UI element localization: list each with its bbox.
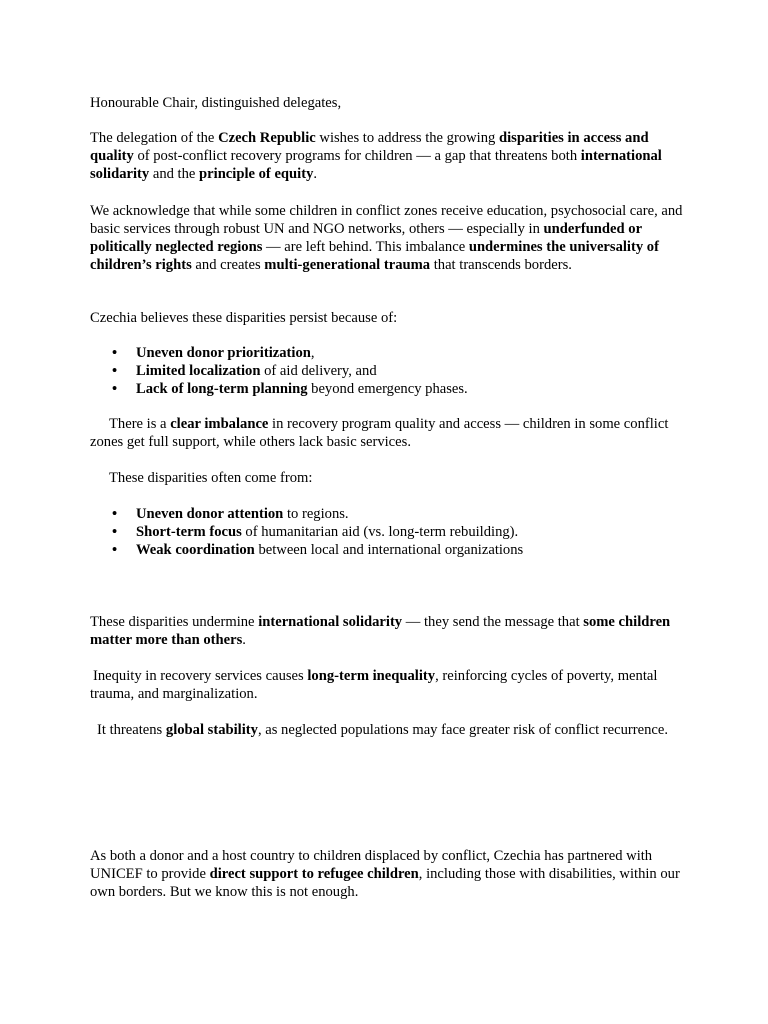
text: beyond emergency phases. <box>307 381 468 397</box>
bold-text: Weak coordination <box>136 542 255 558</box>
text: It threatens <box>97 722 166 738</box>
text: As both a donor and a host country to children displaced by conflict, Czechia has partnered with UNICEF to provide <box>90 848 653 882</box>
paragraph-causes-intro: Czechia believes these disparities persist because of: <box>90 310 398 326</box>
text: The delegation of the <box>90 130 219 146</box>
bold-text: Uneven donor prioritization <box>136 345 311 361</box>
greeting: Honourable Chair, distinguished delegates, <box>90 95 342 111</box>
list-item <box>90 380 690 398</box>
text: of post-conflict recovery programs for children — a gap that threatens both <box>133 148 581 164</box>
bold-text: direct support to refugee children <box>209 866 419 882</box>
bold-text: some children matter more than others <box>90 614 671 648</box>
bold-text: multi-generational trauma <box>264 257 431 273</box>
bold-text: international solidarity <box>258 614 403 630</box>
text: , reinforcing cycles of poverty, mental trauma, and marginalization. <box>90 668 658 702</box>
text: Inequity in recovery services causes <box>93 668 308 684</box>
text: to regions. <box>283 506 349 522</box>
bold-text: disparities in access and quality <box>90 130 649 164</box>
paragraph-solidarity <box>90 613 690 649</box>
text: , including those with disabilities, within our own borders. But we know this is not enough. <box>90 866 680 900</box>
text: These disparities undermine <box>90 614 259 630</box>
bold-text: principle of equity <box>199 166 314 182</box>
text: wishes to address the growing <box>315 130 499 146</box>
list-item <box>90 523 690 541</box>
paragraph-sources-intro: These disparities often come from: <box>109 470 313 486</box>
text: and creates <box>191 257 265 273</box>
paragraph-unicef-partnership <box>90 847 690 901</box>
bold-text: clear imbalance <box>170 416 269 432</box>
bold-text: undermines the universality of children’s rights <box>90 239 659 273</box>
text: of aid delivery, and <box>260 363 377 379</box>
paragraph-delegation-intro <box>90 129 690 183</box>
text: — they send the message that <box>402 614 584 630</box>
bullet-list-sources <box>90 505 690 559</box>
list-item <box>90 505 690 523</box>
bold-text: Czech Republic <box>218 130 316 146</box>
text: in recovery program quality and access — children in some conflict zones get full support, while others lack basic services. <box>90 416 669 450</box>
text: There is a <box>109 416 171 432</box>
paragraph-global-stability <box>90 721 690 739</box>
bold-text: global stability <box>165 722 258 738</box>
bold-text: long-term inequality <box>307 668 436 684</box>
text: . <box>313 166 318 182</box>
bold-text: Short-term focus <box>136 524 242 540</box>
paragraph-acknowledgement <box>90 202 690 274</box>
text: — are left behind. This imbalance <box>262 239 469 255</box>
text: between local and international organizations <box>254 542 524 558</box>
bold-text: Uneven donor attention <box>136 506 284 522</box>
bold-text: underfunded or politically neglected regions <box>90 221 642 255</box>
text: of humanitarian aid (vs. long-term rebuilding). <box>241 524 519 540</box>
list-item <box>90 541 690 559</box>
paragraph-inequity <box>90 667 690 703</box>
paragraph-clear-imbalance <box>90 415 690 451</box>
text: . <box>242 632 246 648</box>
text: We acknowledge that while some children in conflict zones receive education, psychosocial care, and basic services through robust UN and NGO networks, others — especially in <box>90 203 683 237</box>
list-item <box>90 362 690 380</box>
text: and the <box>149 166 200 182</box>
bold-text: Lack of long-term planning <box>136 381 308 397</box>
bold-text: international solidarity <box>90 148 662 182</box>
text: that transcends borders. <box>430 257 572 273</box>
text: , as neglected populations may face greater risk of conflict recurrence. <box>257 722 668 738</box>
bold-text: Limited localization <box>136 363 261 379</box>
bullet-list-causes <box>90 344 690 398</box>
list-item <box>90 344 690 362</box>
text: , <box>310 345 315 361</box>
